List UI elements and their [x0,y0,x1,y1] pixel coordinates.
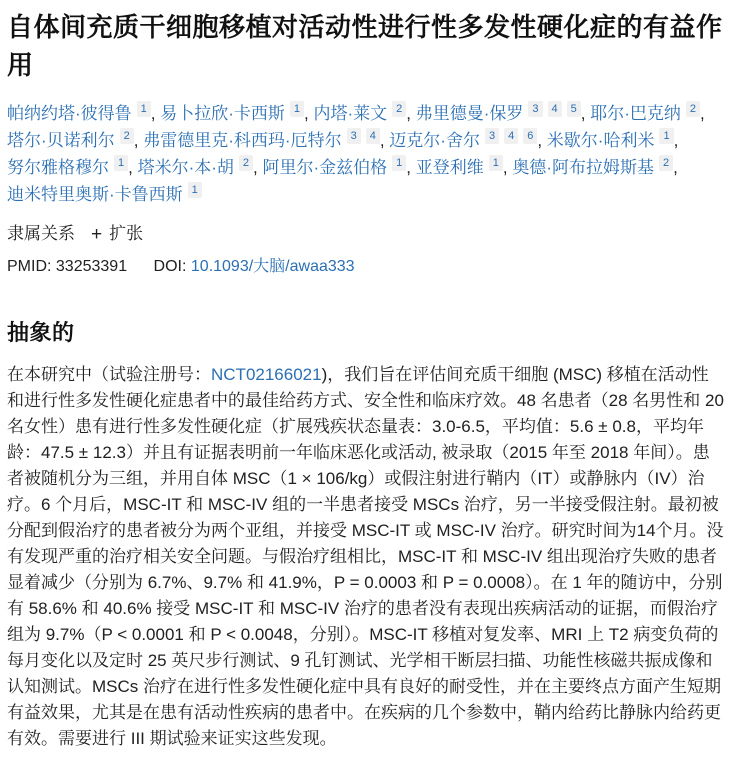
author-name-link[interactable]: 弗里德曼·保罗 [415,104,524,123]
affiliation-superscript[interactable]: 1 [188,182,202,198]
affiliation-superscript[interactable]: 4 [548,101,562,117]
author [160,104,304,123]
affiliation-superscript[interactable]: 2 [392,101,406,117]
affiliation-superscript[interactable]: 1 [137,101,151,117]
author [7,104,151,123]
author-name-link[interactable]: 阿里尔·金兹伯格 [262,158,388,177]
author-name-link[interactable]: 易卜拉欣·卡西斯 [160,104,285,123]
affiliations-label: 隶属关系 [7,224,75,243]
author-separator: , [502,158,513,177]
affiliations-expand-button[interactable] [91,222,143,246]
author-name-link[interactable]: 奥德·阿布拉姆斯基 [512,158,654,177]
affiliation-superscript[interactable]: 1 [489,155,503,171]
author [389,131,537,150]
author [262,158,406,177]
author [314,104,407,123]
author-separator: , [253,158,263,177]
affiliation-superscript[interactable]: 1 [659,128,673,144]
affiliation-superscript[interactable]: 4 [504,128,518,144]
author-name-link[interactable]: 帕纳约塔·彼得鲁 [7,104,132,123]
trial-registration-link[interactable]: NCT02166021 [211,365,322,384]
author [7,158,128,177]
author-separator: , [379,131,390,150]
author-separator: , [580,104,591,123]
author-separator: , [150,104,161,123]
author-separator: , [537,131,547,150]
author-separator: , [673,131,679,150]
author-separator: , [673,158,678,177]
author-name-link[interactable]: 塔尔·贝诺利尔 [7,131,115,150]
article-title: 自体间充质干细胞移植对活动性进行性多发性硬化症的有益作用 [7,13,723,80]
author-name-link[interactable]: 内塔·莱文 [313,104,388,123]
author-name-link[interactable]: 塔米尔·本·胡 [137,158,234,177]
author [512,158,673,177]
author-name-link[interactable]: 米歇尔·哈利米 [546,131,655,150]
author [143,131,380,150]
author [416,104,581,123]
affiliation-superscript[interactable]: 1 [114,155,128,171]
affiliation-superscript[interactable]: 4 [366,128,380,144]
author [547,131,674,150]
author-separator: , [406,104,416,123]
affiliation-superscript[interactable]: 1 [392,155,406,171]
affiliations-row [7,222,724,246]
affiliation-superscript[interactable]: 3 [485,128,499,144]
author-name-link[interactable]: 耶尔·巴克纳 [590,104,681,123]
pmid-label: PMID: [7,258,52,275]
author-name-link[interactable]: 努尔雅格穆尔 [7,158,109,177]
affiliation-superscript[interactable]: 3 [347,128,361,144]
author-name-link[interactable]: 亚登利维 [415,158,484,177]
author [7,131,134,150]
authors-list [7,100,724,208]
affiliation-superscript[interactable]: 2 [120,128,134,144]
affiliation-superscript[interactable]: 3 [528,101,542,117]
author-separator: , [700,104,705,123]
abstract-text [7,362,724,752]
author [416,158,503,177]
affiliation-superscript[interactable]: 2 [239,155,253,171]
author-separator: , [128,158,138,177]
abstract-heading: 抽象的 [7,320,75,345]
affiliation-superscript[interactable]: 2 [686,101,700,117]
doi-link[interactable]: 10.1093/大脑/awaa333 [190,258,355,275]
pmid-value: 33253391 [55,258,128,275]
affiliation-superscript[interactable]: 1 [290,101,304,117]
identifiers-row [7,255,724,278]
author-separator: , [304,104,314,123]
plus-icon: + [91,223,103,245]
doi-label: DOI: [153,258,187,275]
author [138,158,253,177]
affiliation-superscript[interactable]: 5 [567,101,581,117]
abstract-text-pre: 在本研究中（试验注册号： [7,365,211,384]
author [7,185,202,204]
author-name-link[interactable]: 迈克尔·舍尔 [389,131,480,150]
author-separator: , [406,158,416,177]
affiliation-superscript[interactable]: 6 [523,128,537,144]
abstract-text-post: )，我们旨在评估间充质干细胞 (MSC) 移植在活动性和进行性多发性硬化症患者中的最佳给药方式、安全性和临床疗效。48 名患者（28 名男性和 20 名女性）患有进行性多发性硬化症（扩展残疾状态量表：3.0-6.5，平均值：5.6 ± 0.8，平均年龄：47.5 ± 12.3）并且有证据表明前一年临床恶化或活动, 被录取（2015 年至 2018 年间）。患者被随机分为三组，并用自体 MSC（1 × 106/kg）或假注射进行鞘内（IT）或静脉内（IV）治疗。6 个月后，MSC-IT 和 MSC-IV 组的一半患者接受 MSCs 治疗，另一半接受假注射。最初被分配到假治疗的患者被分为两个亚组，并接受 MSC-IT 或 MSC-IV 治疗。研究时间为14个月。没有发现严重的治疗相关安全问题。与假治疗组相比，MSC-IT 和 MSC-IV 组出现治疗失败的患者显着减少（分别为 6.7%、9.7% 和 41.9%，P = 0.0003 和 P = 0.0008）。在 1 年的随访中，分别有 58.6% 和 40.6% 接受 MSC-IT 和 MSC-IV 治疗的患者没有表现出疾病活动的证据，而假治疗组为 9.7%（P < 0.0001 和 P < 0.0048，分别）。MSC-IT 移植对复发率、MRI 上 T2 病变负荷的每月变化以及定时 25 英尺步行测试、9 孔钉测试、光学相干断层扫描、功能性核磁共振成像和认知测试。MSCs 治疗在进行性多发性硬化症中具有良好的耐受性，并在主要终点方面产生短期有益效果，尤其是在患有活动性疾病的患者中。在疾病的几个参数中，鞘内给药比静脉内给药更有效。需要进行 III 期试验来证实这些发现。 [7,365,724,748]
author-separator: , [133,131,144,150]
author-name-link[interactable]: 弗雷德里克·科西玛·厄特尔 [143,131,342,150]
author [590,104,700,123]
affiliation-superscript[interactable]: 2 [659,155,673,171]
author-name-link[interactable]: 迪米特里奥斯·卡鲁西斯 [7,185,183,204]
affiliations-expand-label: 扩张 [109,224,144,243]
